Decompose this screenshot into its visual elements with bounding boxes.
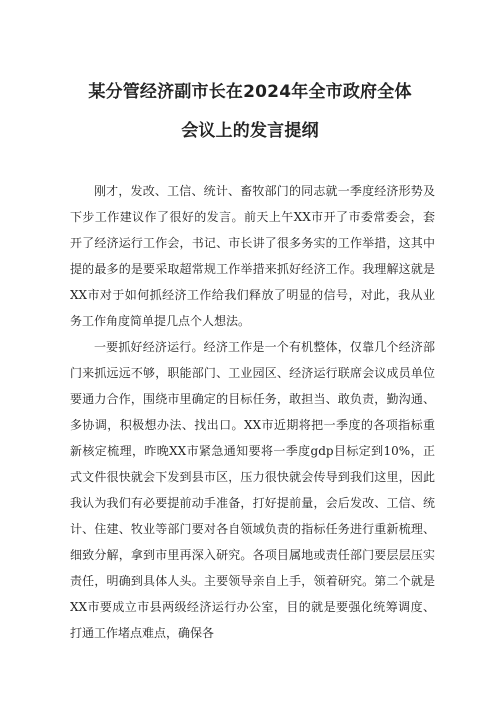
document-body — [70, 178, 435, 646]
document-title-line-2: 会议上的发言提纲 — [181, 121, 319, 141]
document-title-line-1: 某分管经济副市长在2024年全市政府全体 — [88, 82, 412, 102]
paragraph-1: 刚才，发改、工信、统计、畜牧部门的同志就一季度经济形势及下步工作建议作了很好的发言。前天上午XX市开了市委常委会，套开了经济运行工作会，书记、市长讲了很多务实的工作举措，这其中提的最多的是要采取超常规工作举措来抓好经济工作。我理解这就是XX市对于如何抓经济工作给我们释放了明显的信号，对此，我从业务工作角度简单提几点个人想法。 — [70, 184, 435, 328]
paragraph-2: 一要抓好经济运行。经济工作是一个有机整体，仅靠几个经济部门来抓远远不够，职能部门、工业园区、经济运行联席会议成员单位要通力合作，围绕市里确定的目标任务，敢担当、敢负责，勤沟通、多协调，积极想办法、找出口。XX市近期将把一季度的各项指标重新核定梳理，昨晚XX市紧急通知要将一季度gdp目标定到10%，正式文件很快就会下发到县市区，压力很快就会传导到我们这里，因此我认为我们有必要提前动手准备，打好提前量，会后发改、工信、统计、住建、牧业等部门要对各自领域负责的指标任务进行重新梳理、细致分解，拿到市里再深入研究。各项目属地或责任部门要层层压实责任，明确到具体人头。主要领导亲自上手，领着研究。第二个就是XX市要成立市县两级经济运行办公室，目的就是要强化统筹调度、打通工作堵点难点，确保各 — [70, 340, 435, 640]
